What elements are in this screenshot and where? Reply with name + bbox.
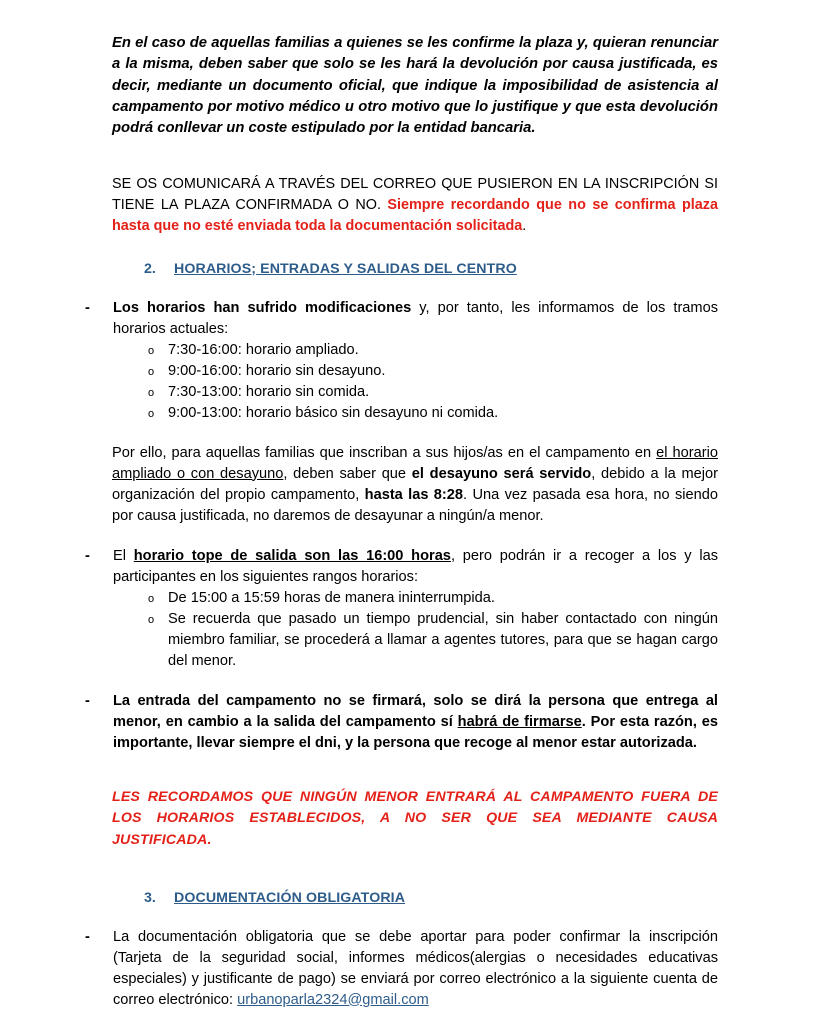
circle-marker-icon: o [148, 386, 155, 399]
list-item [112, 588, 718, 609]
dash-marker: - [85, 692, 90, 709]
list-item-label: 7:30-16:00: horario ampliado. [168, 341, 359, 358]
list-item-label: 9:00-13:00: horario básico sin desayuno ni comida. [168, 404, 499, 421]
dash-marker: - [85, 299, 90, 316]
spacer [112, 155, 718, 174]
bullet-signature-underlined: habrá de firmarse [457, 713, 582, 730]
spacer [112, 866, 718, 888]
breakfast-bold-cutoff-time: hasta las 8:28 [364, 486, 464, 503]
list-item-label: 9:00-16:00: horario sin desayuno. [168, 362, 386, 379]
bullet-pickup-part2: , pero podrán ir a recoger a los y las participantes en los siguientes rangos horarios: [113, 547, 719, 585]
dash-marker: - [85, 928, 90, 945]
bullet-signature-part2: . Por esta razón, es importante, llevar siempre el dni, y la persona que recoge al menor estar autorizada. [113, 713, 718, 751]
spacer [112, 279, 718, 298]
circle-marker-icon: o [148, 365, 155, 378]
breakfast-part1: Por ello, para aquellas familias que inscriban a sus hijos/as en el campamento en [112, 444, 657, 461]
bullet-pickup-deadline: horario tope de salida son las 16:00 horas [133, 547, 451, 564]
bullet-signature [85, 691, 718, 754]
list-item [112, 361, 718, 382]
spacer [112, 237, 718, 259]
section-3-title: DOCUMENTACIÓN OBLIGATORIA [174, 889, 406, 906]
section-3-heading [144, 888, 718, 908]
circle-marker-icon: o [148, 592, 155, 605]
spacer [112, 527, 718, 546]
list-item [112, 403, 718, 424]
confirmation-paragraph [112, 174, 718, 237]
confirmation-red-emphasis: Siempre recordando que no se confirma plaza hasta que no esté enviada toda la documentación solicitada [112, 196, 718, 234]
circle-marker-icon: o [148, 407, 155, 420]
bullet-schedules-rest: y, por tanto, les informamos de los tramos horarios actuales: [113, 299, 718, 337]
section-2-heading [144, 259, 718, 279]
spacer [112, 908, 718, 927]
list-item-label: Se recuerda que pasado un tiempo prudencial, sin haber contactado con ningún miembro familiar, se procederá a llamar a agentes tutores, para que se hagan cargo del menor. [168, 610, 718, 669]
section-2-title: HORARIOS; ENTRADAS Y SALIDAS DEL CENTRO [174, 260, 517, 277]
breakfast-part3: , debido a la mejor organización del propio campamento, [112, 465, 718, 503]
list-item [112, 609, 718, 672]
circle-marker-icon: o [148, 344, 155, 357]
breakfast-bold-served: el desayuno será servido [411, 465, 592, 482]
list-item-label: 7:30-13:00: horario sin comida. [168, 383, 370, 400]
bullet-signature-part1: La entrada del campamento no se firmará, solo se dirá la persona que entrega al menor, en cambio a la salida del campamento sí [113, 692, 718, 730]
list-item [112, 382, 718, 403]
bullet-pickup [85, 546, 718, 588]
breakfast-underlined-schedule: el horario ampliado o con desayuno [112, 444, 718, 482]
bullet-schedules-bold-lead: Los horarios han sufrido modificaciones [113, 299, 412, 316]
breakfast-part2: , deben saber que [283, 465, 412, 482]
bullet-documents [85, 927, 718, 1011]
list-item [112, 340, 718, 361]
breakfast-part4: . Una vez pasada esa hora, no siendo por causa justificada, no daremos de desayunar a ningún/a menor. [112, 486, 719, 524]
spacer [112, 424, 718, 443]
section-3-number: 3. [144, 889, 156, 906]
circle-marker-icon: o [148, 613, 155, 626]
intro-paragraph: En el caso de aquellas familias a quienes se les confirme la plaza y, quieran renunciar a la misma, deben saber que solo se les hará la devolución por causa justificada, es decir, mediante un documento oficial, que indique la imposibilidad de asistencia al campamento por motivo médico u otro motivo que lo justifique y que esta devolución podrá conllevar un coste estipulado por la entidad bancaria. [112, 34, 718, 137]
bullet-pickup-part1: El [113, 547, 134, 564]
spacer [112, 672, 718, 691]
email-link[interactable]: urbanoparla2324@gmail.com [237, 991, 429, 1008]
schedule-warning-notice: LES RECORDAMOS QUE NINGÚN MENOR ENTRARÁ AL CAMPAMENTO FUERA DE LOS HORARIOS ESTABLECIDOS, A NO SER QUE SEA MEDIANTE CAUSA JUSTIFICADA. [112, 788, 718, 848]
schedule-options-list [112, 340, 718, 424]
confirmation-plain-text: SE OS COMUNICARÁ A TRAVÉS DEL CORREO QUE PUSIERON EN LA INSCRIPCIÓN SI TIENE LA PLAZA CONFIRMADA O NO. [112, 175, 718, 213]
document-body [85, 18, 719, 1011]
pickup-options-list [112, 588, 718, 672]
confirmation-trailing-period: . [522, 217, 527, 234]
bullet-schedules [85, 298, 718, 340]
spacer [112, 754, 718, 773]
bullet-documents-text: La documentación obligatoria que se debe aportar para poder confirmar la inscripción (Tarjeta de la seguridad social, informes médicos(alergias o necesidades educativas especiales) y justificante de pago) se enviará por correo electrónico a la siguiente cuenta de correo electrónico: [113, 928, 718, 1008]
breakfast-paragraph [112, 443, 718, 527]
dash-marker: - [85, 547, 90, 564]
section-2-number: 2. [144, 260, 156, 277]
list-item-label: De 15:00 a 15:59 horas de manera ininterrumpida. [168, 589, 495, 606]
